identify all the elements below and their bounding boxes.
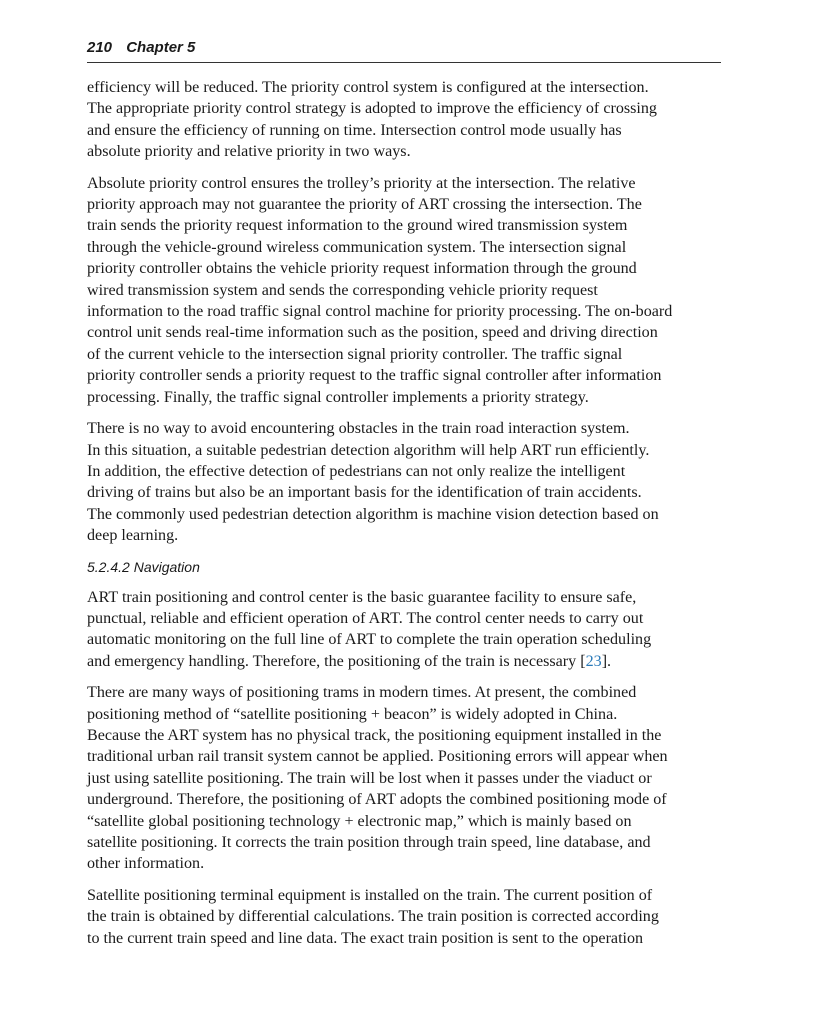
text-line: absolute priority and relative priority in two ways. [87,143,411,161]
text-line: The commonly used pedestrian detection algorithm is machine vision detection based on [87,505,659,523]
text-line: There are many ways of positioning trams in modern times. At present, the combined [87,684,637,702]
text-line: the train is obtained by differential calculations. The train position is corrected according [87,908,659,926]
text-line: Because the ART system has no physical track, the positioning equipment installed in the [87,726,662,744]
text-line: information to the road traffic signal control machine for priority processing. The on-board [87,303,673,321]
text-line: In addition, the effective detection of pedestrians can not only realize the intelligent [87,462,626,480]
text-line: automatic monitoring on the full line of ART to complete the train operation scheduling [87,631,652,649]
text-line: priority controller sends a priority request to the traffic signal controller after information [87,367,662,385]
text-line: In this situation, a suitable pedestrian detection algorithm will help ART run efficiently. [87,441,650,459]
text-segment: ]. [601,652,612,670]
text-line: satellite positioning. It corrects the train position through train speed, line database, and [87,834,651,851]
paragraph-positioning-control-center [87,587,721,673]
text-line: through the vehicle-ground wireless communication system. The intersection signal [87,238,627,256]
paragraph-positioning-methods [87,682,721,875]
running-head [87,38,721,58]
text-line: deep learning. [87,527,179,545]
paragraph-priority-control-intro [87,77,721,163]
text-line: priority controller obtains the vehicle priority request information through the ground [87,260,637,278]
text-line: traditional urban rail transit system cannot be applied. Positioning errors will appear when [87,748,668,766]
paragraph-absolute-priority [87,173,721,408]
text-line: and ensure the efficiency of running on time. Intersection control mode usually has [87,121,622,139]
text-line [87,651,721,672]
text-line: positioning method of “satellite positioning + beacon” is widely adopted in China. [87,705,618,723]
text-line: control unit sends real-time information such as the position, speed and driving direction [87,324,658,342]
text-segment: and emergency handling. Therefore, the positioning of the train is necessary [ [87,652,586,670]
paragraph-satellite-terminal [87,885,721,949]
citation-link[interactable]: 23 [585,652,602,670]
text-line: to the current train speed and line data. The exact train position is sent to the operation [87,929,644,947]
text-line: The appropriate priority control strategy is adopted to improve the efficiency of crossing [87,100,657,118]
page-number: 210 [87,39,113,56]
text-line: underground. Therefore, the positioning of ART adopts the combined positioning mode of [87,791,667,809]
text-line: Satellite positioning terminal equipment is installed on the train. The current position of [87,886,653,904]
text-line: punctual, reliable and efficient operation of ART. The control center needs to carry out [87,609,644,627]
text-line: driving of trains but also be an important basis for the identification of train accidents. [87,484,642,502]
text-line: just using satellite positioning. The train will be lost when it passes under the viaduct or [87,769,652,787]
text-line: of the current vehicle to the intersection signal priority controller. The traffic signal [87,345,623,363]
paragraph-pedestrian-detection [87,418,721,546]
text-line: train sends the priority request information to the ground wired transmission system [87,217,628,235]
text-line: efficiency will be reduced. The priority control system is configured at the intersection. [87,79,649,96]
text-line: other information. [87,855,205,873]
text-line: ART train positioning and control center is the basic guarantee facility to ensure safe, [87,588,637,606]
page [87,38,721,959]
chapter-title: Chapter 5 [126,39,196,56]
text-line: “satellite global positioning technology + electronic map,” which is mainly based on [87,812,632,830]
text-line: processing. Finally, the traffic signal controller implements a priority strategy. [87,388,589,406]
text-line: There is no way to avoid encountering obstacles in the train road interaction system. [87,420,630,438]
text-line: wired transmission system and sends the corresponding vehicle priority request [87,281,598,299]
section-heading-navigation: 5.2.4.2 Navigation [87,558,200,575]
header-rule [87,62,721,63]
text-line: Absolute priority control ensures the trolley’s priority at the intersection. The relative [87,174,636,192]
text-line: priority approach may not guarantee the priority of ART crossing the intersection. The [87,196,642,214]
